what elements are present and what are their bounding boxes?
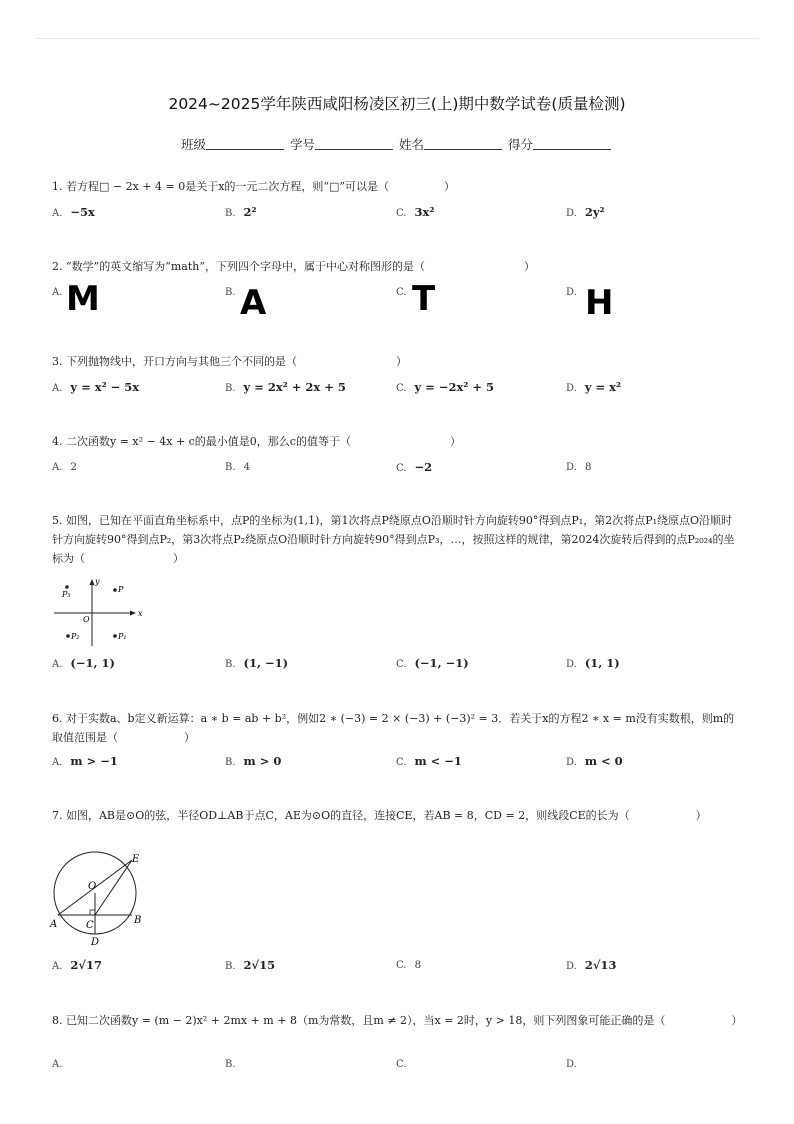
- option-c[interactable]: C.: [396, 287, 407, 298]
- header-rule: [36, 38, 758, 39]
- coordinate-figure: [52, 576, 142, 648]
- option-b[interactable]: B. 2√15: [225, 958, 276, 972]
- question-6-stem: 6. 对于实数a、b定义新运算：a ∗ b = ab + b²，例如2 ∗ (−3) = 2 × (−3) + (−3)² = 3．若关于x的方程2 ∗ x = m没有实数根，则m的取值范围是（ ）: [52, 712, 735, 744]
- label-c: C: [86, 920, 94, 931]
- option-d[interactable]: D. 8: [566, 461, 592, 473]
- label-b: B: [134, 915, 142, 926]
- option-a[interactable]: A.: [52, 287, 63, 298]
- number-blank[interactable]: [315, 137, 393, 150]
- option-d[interactable]: D.: [566, 287, 577, 298]
- option-c[interactable]: C. y = −2x² + 5: [396, 380, 494, 394]
- option-c[interactable]: C.: [396, 1059, 407, 1070]
- option-b[interactable]: B.: [225, 1059, 236, 1070]
- letter-m-image: M: [66, 279, 100, 319]
- option-a[interactable]: A. y = x² − 5x: [52, 380, 140, 394]
- info-label-number: 学号: [289, 137, 315, 152]
- x-axis-arrow: [130, 611, 136, 616]
- y-axis-arrow: [90, 579, 95, 585]
- letter-h-image: H: [585, 283, 614, 323]
- option-a[interactable]: A. m > −1: [52, 754, 118, 768]
- label-o: O: [88, 881, 97, 892]
- question-2-options: [52, 285, 752, 303]
- option-b[interactable]: B. y = 2x² + 2x + 5: [225, 380, 346, 394]
- label-a: A: [50, 919, 58, 930]
- option-d[interactable]: D. (1, 1): [566, 656, 620, 670]
- segment-ce: [95, 860, 132, 915]
- option-d[interactable]: D.: [566, 1059, 577, 1070]
- question-4-options: [52, 460, 752, 478]
- question-5-stem: 5. 如图，已知在平面直角坐标系中，点P的坐标为(1,1)，第1次将点P绕原点O沿顺时针方向旋转90°得到点P₁，第2次将点P₁绕原点O沿顺时针方向旋转90°得到点P₂，第3次将点P₂绕原点O沿顺时针方向旋转90°得到点P₃，…，按照这样的规律，第2024次旋转后得到的点P₂₀₂₄的坐标为（ ）: [52, 514, 735, 565]
- question-1-options: [52, 205, 752, 223]
- point-p2: [66, 634, 70, 638]
- point-p3: [65, 585, 69, 589]
- option-c[interactable]: C. m < −1: [396, 754, 462, 768]
- score-blank[interactable]: [533, 137, 611, 150]
- option-b[interactable]: B. 4: [225, 461, 251, 473]
- y-axis-label: y: [95, 577, 100, 586]
- option-a[interactable]: A.: [52, 1059, 63, 1070]
- question-6-options: [52, 754, 752, 772]
- option-b[interactable]: B. m > 0: [225, 754, 282, 768]
- option-d[interactable]: D. 2√13: [566, 958, 617, 972]
- info-label-score: 得分: [507, 137, 533, 152]
- label-d: D: [91, 937, 100, 948]
- origin-label: O: [83, 615, 90, 624]
- option-d[interactable]: D. 2y²: [566, 205, 605, 219]
- student-info-row: [0, 135, 794, 153]
- point-p3-label: P₃: [62, 590, 71, 599]
- question-7-options: [52, 958, 752, 976]
- option-c[interactable]: C. −2: [396, 460, 433, 474]
- point-p1: [113, 634, 117, 638]
- point-p-label: P: [118, 585, 124, 594]
- info-label-name: 姓名: [398, 137, 424, 152]
- point-p2-label: P₂: [71, 632, 80, 641]
- option-a[interactable]: A. 2√17: [52, 958, 102, 972]
- question-3-stem: 3. 下列抛物线中，开口方向与其他三个不同的是（ ）: [52, 355, 407, 368]
- option-d[interactable]: D. y = x²: [566, 380, 622, 394]
- question-3-options: [52, 380, 752, 398]
- point-p1-label: P₁: [118, 632, 127, 641]
- question-8-stem: 8. 已知二次函数y = (m − 2)x² + 2mx + m + 8（m为常数，且m ≠ 2），当x = 2时，y > 18，则下列图象可能正确的是（ ）: [52, 1014, 743, 1027]
- option-a[interactable]: A. −5x: [52, 205, 95, 219]
- option-c[interactable]: C. 8: [396, 959, 422, 971]
- option-b[interactable]: B. 2²: [225, 205, 257, 219]
- name-blank[interactable]: [424, 137, 502, 150]
- label-e: E: [132, 854, 140, 865]
- question-1-stem: 1. 若方程□ − 2x + 4 = 0是关于x的一元二次方程，则“□”可以是（ ）: [52, 180, 456, 193]
- question-7-stem: 7. 如图，AB是⊙O的弦，半径OD⊥AB于点C，AE为⊙O的直径，连接CE，若AB = 8，CD = 2，则线段CE的长为（ ）: [52, 809, 707, 822]
- question-2-stem: 2. “数学”的英文缩写为“math”，下列四个字母中，属于中心对称图形的是（ ）: [52, 260, 535, 273]
- question-4-stem: 4. 二次函数y = x² − 4x + c的最小值是0，那么c的值等于（ ）: [52, 435, 461, 448]
- option-c[interactable]: C. (−1, −1): [396, 656, 469, 670]
- right-angle-mark: [90, 910, 95, 915]
- option-c[interactable]: C. 3x²: [396, 205, 435, 219]
- option-b[interactable]: B. (1, −1): [225, 656, 289, 670]
- question-5-options: [52, 656, 752, 674]
- circle-figure: [48, 851, 148, 949]
- class-blank[interactable]: [206, 137, 284, 150]
- option-b[interactable]: B.: [225, 287, 236, 298]
- info-label-class: 班级: [180, 137, 206, 152]
- page-title: 2024~2025学年陕西咸阳杨凌区初三(上)期中数学试卷(质量检测): [168, 95, 626, 113]
- option-d[interactable]: D. m < 0: [566, 754, 623, 768]
- question-8-options: [52, 1057, 752, 1075]
- x-axis-label: x: [138, 609, 143, 618]
- letter-t-image: T: [412, 279, 436, 319]
- option-a[interactable]: A. 2: [52, 461, 78, 473]
- option-a[interactable]: A. (−1, 1): [52, 656, 115, 670]
- point-p: [113, 588, 117, 592]
- letter-a-image: A: [240, 283, 267, 323]
